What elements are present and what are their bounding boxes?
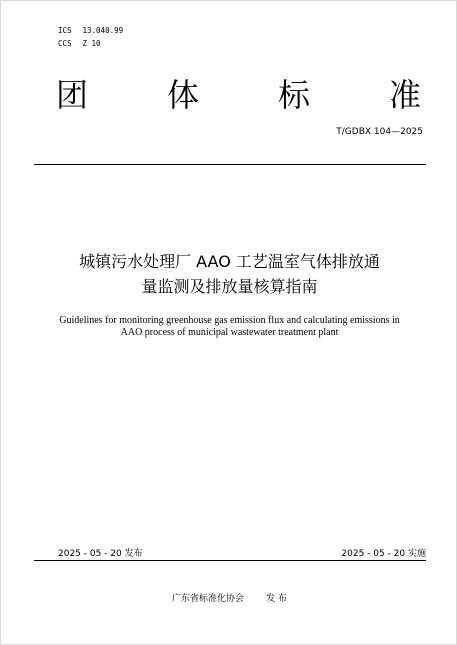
doc-type-char-2: 体 [166,76,200,114]
doc-type-char-3: 标 [277,76,311,114]
doc-type-char-1: 团 [56,76,90,114]
ccs-value: Z 10 [82,39,101,48]
ics-value: 13.040.99 [82,26,124,35]
ccs-line [58,37,123,50]
english-title-line-1: Guidelines for monitoring greenhouse gas emission flux and calculating emissions in [59,315,400,326]
standard-number: T/GDBX 104—2025 [336,127,423,137]
english-title [41,315,418,339]
doc-type-char-4: 准 [388,76,422,114]
document-type-heading [56,75,422,115]
chinese-title [31,249,428,299]
top-divider [34,164,426,165]
ics-line [58,24,123,37]
bottom-divider [34,560,426,561]
issuer-line [1,591,457,604]
ics-label: ICS [58,26,72,35]
release-date: 2025 - 05 - 20 发布 [58,549,143,559]
english-title-line-2: AAO process of municipal wastewater treatment plant [120,327,339,338]
issuer-action: 发 布 [266,594,287,604]
ccs-label: CCS [58,39,72,48]
implementation-date: 2025 - 05 - 20 实施 [341,549,426,559]
chinese-title-line-1: 城镇污水处理厂 AAO 工艺温室气体排放通 [79,252,380,271]
classification-codes [58,24,123,50]
issuer-organization: 广东省标准化协会 [172,594,245,604]
date-row [58,546,426,559]
chinese-title-line-2: 量监测及排放量核算指南 [141,277,318,296]
